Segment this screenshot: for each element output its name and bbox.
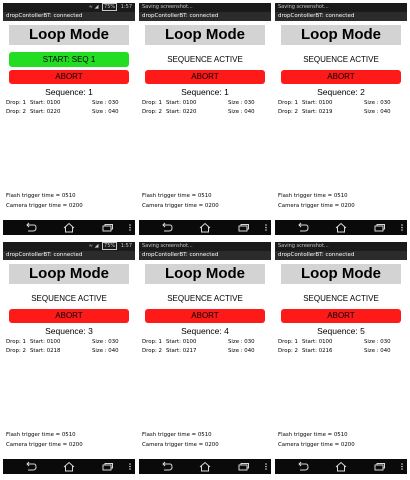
drop-start: Start: 0100: [302, 339, 333, 345]
app-title: dropContollerBT: connected: [142, 13, 219, 19]
nav-bar: [3, 220, 135, 235]
drop-size: Size : 030: [364, 339, 391, 345]
sequence-label: Sequence: 1: [45, 87, 93, 97]
home-icon[interactable]: [334, 222, 348, 233]
battery-icon: 75%: [104, 4, 116, 10]
sequence-label: Sequence: 1: [181, 87, 229, 97]
status-notification-text: Saving screenshot...: [142, 243, 193, 249]
drop-start: Start: 0100: [166, 339, 197, 345]
recent-apps-icon[interactable]: [372, 461, 386, 472]
abort-button[interactable]: ABORT: [281, 309, 401, 323]
status-bar: [3, 242, 135, 251]
drop-start: Start: 0217: [166, 348, 197, 354]
sequence-active-label: SEQUENCE ACTIVE: [303, 294, 379, 303]
drop-start: Start: 0100: [166, 100, 197, 106]
home-icon[interactable]: [62, 461, 76, 472]
status-bar: [275, 242, 407, 251]
drop-size: Size : 040: [92, 109, 119, 115]
flash-trigger-time: Flash trigger time = 0510: [6, 193, 76, 199]
drop-size: Size : 030: [92, 339, 119, 345]
status-notification-text: Saving screenshot...: [278, 4, 329, 10]
app-title: dropContollerBT: connected: [278, 252, 355, 258]
drop-number: Drop: 2: [142, 348, 162, 354]
app-title: dropContollerBT: connected: [278, 13, 355, 19]
recent-apps-icon[interactable]: [236, 222, 250, 233]
sequence-active-label: SEQUENCE ACTIVE: [31, 294, 107, 303]
nav-bar: [139, 220, 271, 235]
phone-screen-5: [139, 242, 271, 474]
abort-button[interactable]: ABORT: [145, 70, 265, 84]
abort-button[interactable]: ABORT: [145, 309, 265, 323]
mode-banner: Loop Mode: [9, 25, 129, 45]
drop-number: Drop: 2: [142, 109, 162, 115]
mode-banner: Loop Mode: [281, 264, 401, 284]
drop-number: Drop: 1: [6, 339, 26, 345]
overflow-menu-icon[interactable]: [400, 461, 404, 472]
drop-number: Drop: 1: [6, 100, 26, 106]
nav-bar: [3, 459, 135, 474]
drop-number: Drop: 2: [6, 348, 26, 354]
back-arrow-icon[interactable]: [295, 222, 309, 233]
drop-start: Start: 0218: [30, 348, 61, 354]
drop-size: Size : 030: [364, 100, 391, 106]
phone-screen-2: [139, 3, 271, 235]
back-arrow-icon[interactable]: [159, 222, 173, 233]
recent-apps-icon[interactable]: [236, 461, 250, 472]
flash-trigger-time: Flash trigger time = 0510: [278, 193, 348, 199]
signal-icon: ◢: [94, 4, 99, 10]
mode-banner: Loop Mode: [9, 264, 129, 284]
status-bar: [3, 3, 135, 12]
nav-bar: [275, 459, 407, 474]
drop-size: Size : 040: [228, 348, 255, 354]
camera-trigger-time: Camera trigger time = 0200: [278, 203, 355, 209]
drop-number: Drop: 2: [278, 109, 298, 115]
home-icon[interactable]: [198, 461, 212, 472]
status-bar: [275, 3, 407, 12]
overflow-menu-icon[interactable]: [128, 222, 132, 233]
flash-trigger-time: Flash trigger time = 0510: [6, 432, 76, 438]
status-bar: [139, 3, 271, 12]
recent-apps-icon[interactable]: [372, 222, 386, 233]
camera-trigger-time: Camera trigger time = 0200: [6, 203, 83, 209]
sequence-label: Sequence: 3: [45, 326, 93, 336]
overflow-menu-icon[interactable]: [264, 222, 268, 233]
clock: 1:57: [120, 243, 132, 249]
phone-screen-4: [3, 242, 135, 474]
status-right: [89, 242, 132, 251]
drop-number: Drop: 2: [278, 348, 298, 354]
status-bar: [139, 242, 271, 251]
battery-icon: 75%: [104, 243, 116, 249]
sequence-active-label: SEQUENCE ACTIVE: [303, 55, 379, 64]
sequence-label: Sequence: 4: [181, 326, 229, 336]
phone-screen-1: [3, 3, 135, 235]
mode-banner: Loop Mode: [145, 264, 265, 284]
recent-apps-icon[interactable]: [100, 222, 114, 233]
drop-start: Start: 0216: [302, 348, 333, 354]
overflow-menu-icon[interactable]: [400, 222, 404, 233]
drop-start: Start: 0100: [30, 339, 61, 345]
drop-start: Start: 0219: [302, 109, 333, 115]
recent-apps-icon[interactable]: [100, 461, 114, 472]
camera-trigger-time: Camera trigger time = 0200: [278, 442, 355, 448]
status-right: [89, 3, 132, 12]
camera-trigger-time: Camera trigger time = 0200: [142, 442, 219, 448]
back-arrow-icon[interactable]: [23, 461, 37, 472]
drop-size: Size : 030: [228, 100, 255, 106]
app-title-bar: [139, 251, 271, 260]
flash-trigger-time: Flash trigger time = 0510: [142, 432, 212, 438]
drop-size: Size : 040: [228, 109, 255, 115]
drop-start: Start: 0100: [30, 100, 61, 106]
home-icon[interactable]: [334, 461, 348, 472]
status-notification-text: Saving screenshot...: [142, 4, 193, 10]
drop-number: Drop: 1: [278, 339, 298, 345]
drop-number: Drop: 1: [142, 100, 162, 106]
app-title: dropContollerBT: connected: [6, 13, 83, 19]
nav-bar: [275, 220, 407, 235]
start-sequence-button[interactable]: START: SEQ 1: [9, 52, 129, 67]
mode-banner: Loop Mode: [281, 25, 401, 45]
phone-screen-3: [275, 3, 407, 235]
overflow-menu-icon[interactable]: [264, 461, 268, 472]
status-notification-text: Saving screenshot...: [278, 243, 329, 249]
camera-trigger-time: Camera trigger time = 0200: [6, 442, 83, 448]
drop-size: Size : 030: [228, 339, 255, 345]
app-title-bar: [275, 251, 407, 260]
drop-size: Size : 040: [364, 348, 391, 354]
sequence-active-label: SEQUENCE ACTIVE: [167, 294, 243, 303]
app-title-bar: [3, 12, 135, 21]
mode-banner: Loop Mode: [145, 25, 265, 45]
sequence-label: Sequence: 2: [317, 87, 365, 97]
abort-button[interactable]: ABORT: [9, 309, 129, 323]
app-title: dropContollerBT: connected: [6, 252, 83, 258]
phone-screen-6: [275, 242, 407, 474]
drop-size: Size : 040: [364, 109, 391, 115]
nav-bar: [139, 459, 271, 474]
overflow-menu-icon[interactable]: [128, 461, 132, 472]
flash-trigger-time: Flash trigger time = 0510: [142, 193, 212, 199]
drop-start: Start: 0220: [30, 109, 61, 115]
clock: 1:57: [120, 4, 132, 10]
abort-button[interactable]: ABORT: [9, 70, 129, 84]
sequence-active-label: SEQUENCE ACTIVE: [167, 55, 243, 64]
drop-number: Drop: 2: [6, 109, 26, 115]
back-arrow-icon[interactable]: [295, 461, 309, 472]
app-title-bar: [139, 12, 271, 21]
abort-button[interactable]: ABORT: [281, 70, 401, 84]
signal-icon: ◢: [94, 243, 99, 249]
app-title: dropContollerBT: connected: [142, 252, 219, 258]
app-title-bar: [275, 12, 407, 21]
sequence-label: Sequence: 5: [317, 326, 365, 336]
app-title-bar: [3, 251, 135, 260]
wifi-icon: ≈: [88, 243, 93, 249]
camera-trigger-time: Camera trigger time = 0200: [142, 203, 219, 209]
home-icon[interactable]: [62, 222, 76, 233]
flash-trigger-time: Flash trigger time = 0510: [278, 432, 348, 438]
drop-number: Drop: 1: [142, 339, 162, 345]
drop-number: Drop: 1: [278, 100, 298, 106]
back-arrow-icon[interactable]: [23, 222, 37, 233]
drop-size: Size : 040: [92, 348, 119, 354]
drop-start: Start: 0100: [302, 100, 333, 106]
wifi-icon: ≈: [88, 4, 93, 10]
back-arrow-icon[interactable]: [159, 461, 173, 472]
drop-start: Start: 0220: [166, 109, 197, 115]
home-icon[interactable]: [198, 222, 212, 233]
drop-size: Size : 030: [92, 100, 119, 106]
